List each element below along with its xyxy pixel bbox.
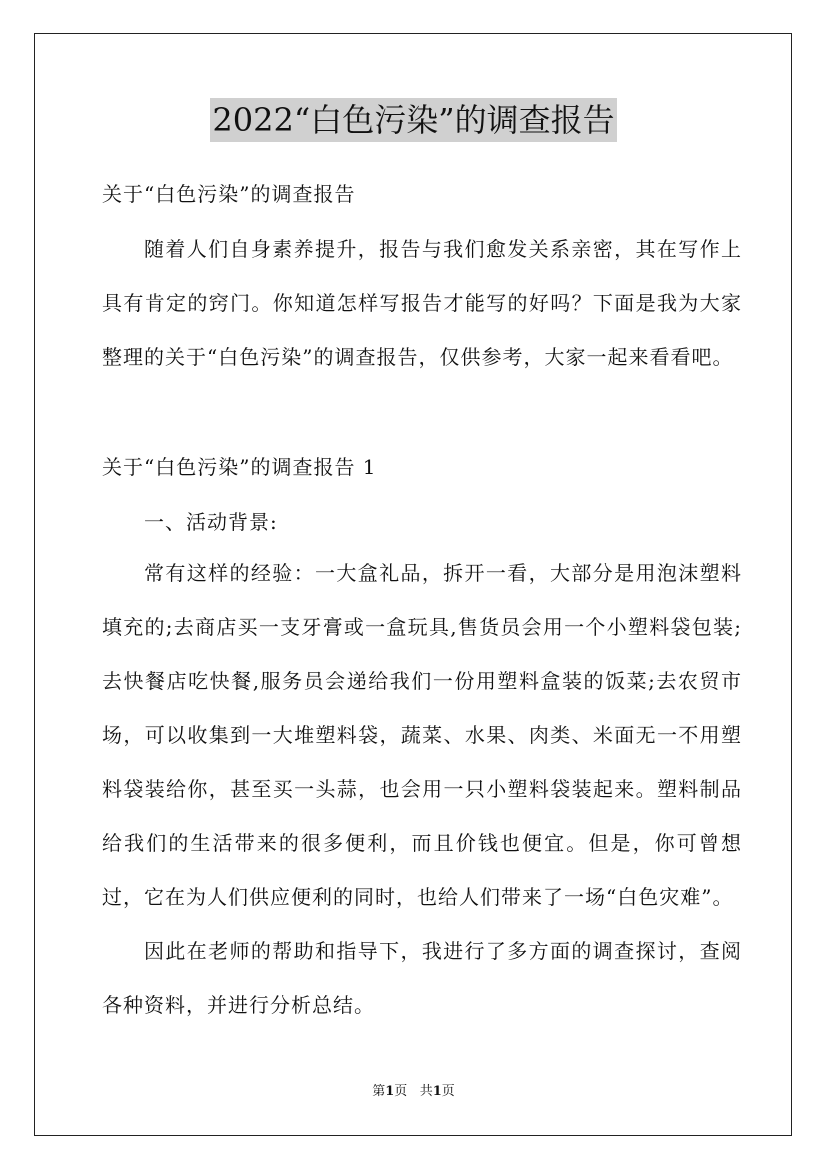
title-container [0,98,827,142]
subsection-title: 一、活动背景: [144,510,278,534]
footer-mid: 页 共 [394,1084,433,1099]
footer-page-current: 1 [385,1084,395,1099]
method-paragraph: 因此在老师的帮助和指导下，我进行了多方面的调查探讨，查阅各种资料，并进行分析总结。 [102,939,742,1017]
background-paragraph: 常有这样的经验：一大盒礼品，拆开一看，大部分是用泡沫塑料填充的;去商店买一支牙膏或一盒玩具,售货员会用一个小塑料袋包装;去快餐店吃快餐,服务员会递给我们一份用塑料盒装的饭菜;去农贸市场，可以收集到一大堆塑料袋，蔬菜、水果、肉类、米面无一不用塑料袋装给你，甚至买一头蒜，也会用一只小塑料袋装起来。塑料制品给我们的生活带来的很多便利，而且价钱也便宜。但是，你可曾想过，它在为人们供应便利的同时，也给人们带来了一场“白色灾难”。 [102,561,742,909]
footer-prefix: 第 [372,1084,386,1099]
intro-paragraph: 随着人们自身素养提升，报告与我们愈发关系亲密，其在写作上具有肯定的窍门。你知道怎样写报告才能写的好吗？下面是我为大家整理的关于“白色污染”的调查报告，仅供参考，大家一起来看看吧。 [102,237,742,369]
footer-suffix: 页 [441,1084,455,1099]
document-subtitle: 关于“白色污染”的调查报告 [102,182,356,206]
section-title: 关于“白色污染”的调查报告 1 [102,455,377,479]
document-title: 2022“白色污染”的调查报告 [210,98,616,142]
footer-page-total: 1 [432,1084,442,1099]
page-footer [0,1083,827,1101]
